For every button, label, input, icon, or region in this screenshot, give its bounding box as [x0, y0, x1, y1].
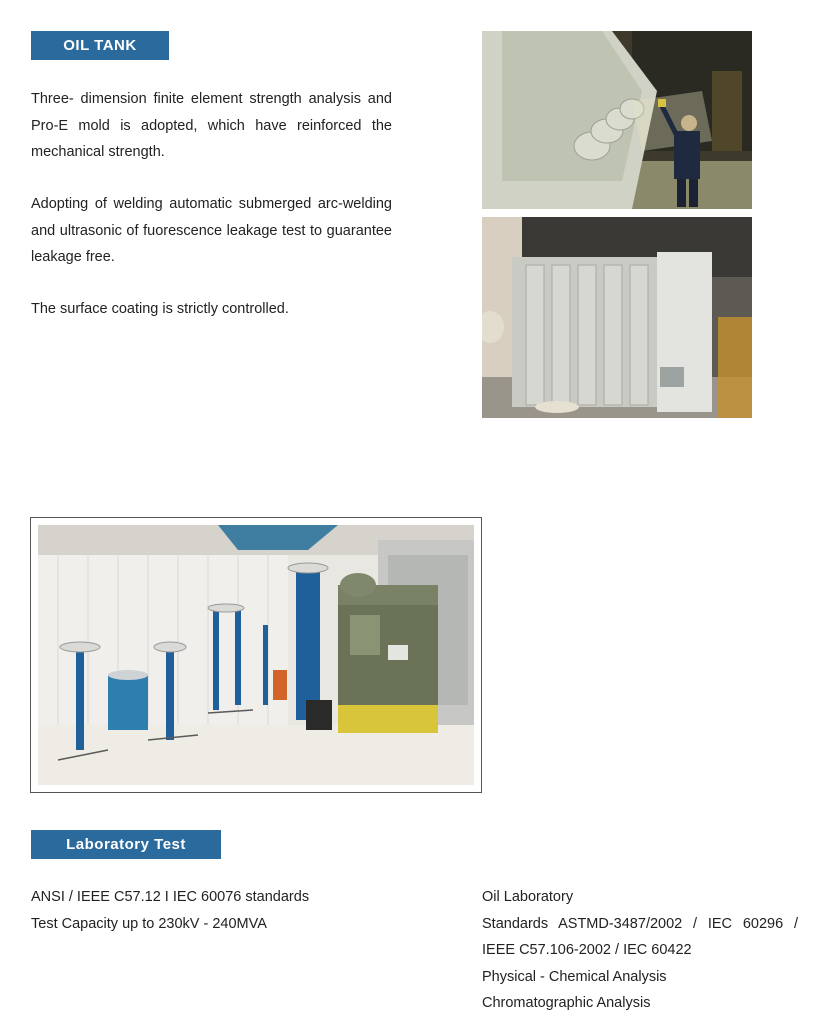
oil-tank-paragraph-3: The surface coating is strictly controlled. — [31, 301, 289, 317]
oil-tank-paragraph-1: Three- dimension finite element strength analysis and Pro-E mold is adopted, which have reinforced the mechanical strength. — [31, 91, 392, 160]
laboratory-right-list — [482, 884, 798, 1017]
list-item: IEEE C57.106-2002 / IEC 60422 — [482, 942, 692, 958]
oil-tank-paragraph-2: Adopting of welding automatic submerged arc-welding and ultrasonic of fuorescence leakage test to guarantee leakage free. — [31, 196, 392, 265]
list-item: Test Capacity up to 230kV - 240MVA — [31, 915, 267, 932]
laboratory-test-heading: Laboratory Test — [31, 830, 221, 859]
list-item: Physical - Chemical Analysis — [482, 968, 667, 985]
list-item: Oil Laboratory — [482, 889, 574, 905]
laboratory-left-list — [31, 884, 431, 937]
list-item: Chromatographic Analysis — [482, 995, 651, 1011]
oil-tank-heading: OIL TANK — [31, 31, 169, 60]
radiator-tank-photo — [482, 217, 752, 418]
tank-painting-photo — [482, 31, 752, 209]
list-item: ANSI / IEEE C57.12 I IEC 60076 standards — [31, 889, 310, 905]
test-lab-photo — [30, 517, 482, 793]
list-item: Standards ASTMD-3487/2002 / IEC 60296 / — [482, 915, 798, 932]
